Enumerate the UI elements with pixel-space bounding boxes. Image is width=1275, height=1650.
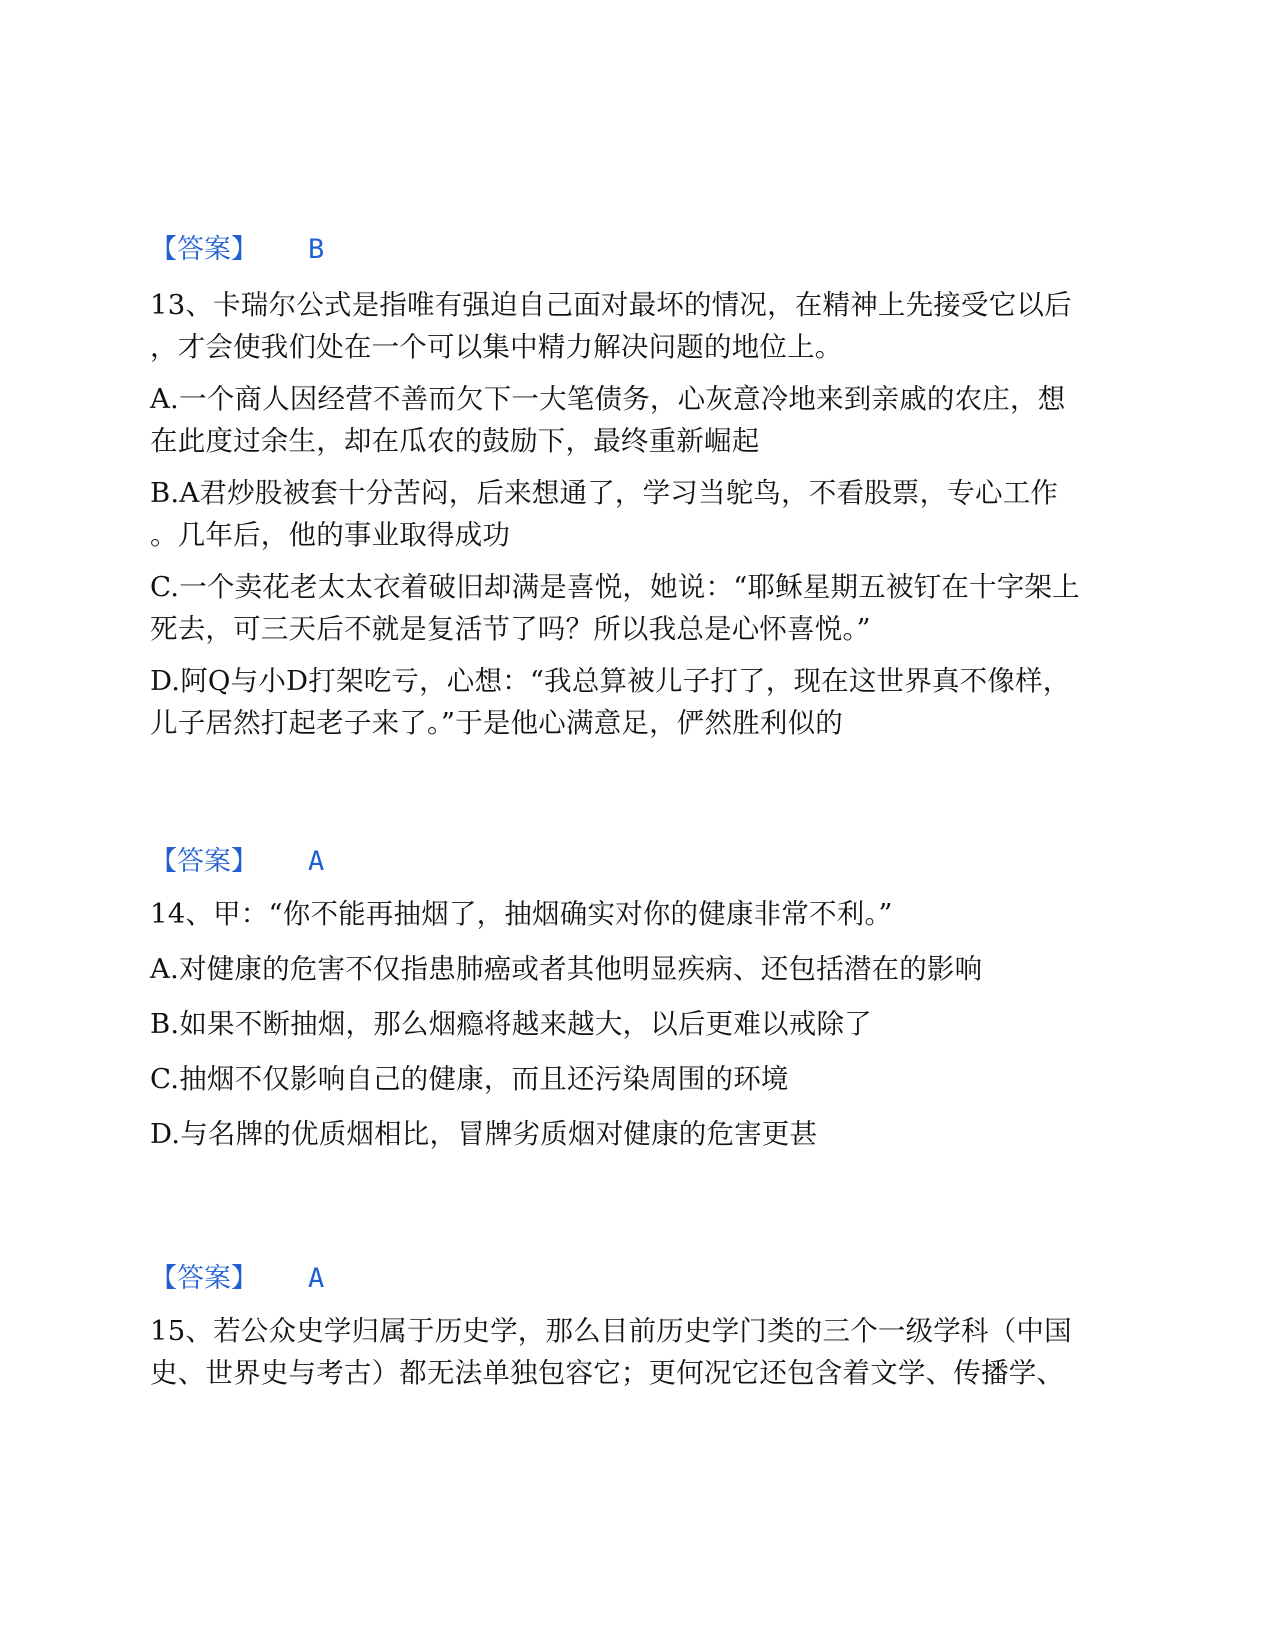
question-15-stem-line-1: 15、若公众史学归属于历史学，那么目前历史学门类的三个一级学科（中国 xyxy=(150,1315,1072,1347)
question-13-option-a xyxy=(150,378,1135,462)
question-14-stem: 14、甲：“你不能再抽烟了，抽烟确实对你的健康非常不利。” xyxy=(150,898,893,930)
question-14-option-a xyxy=(150,948,1135,990)
question-14 xyxy=(150,893,1135,935)
question-14-option-d xyxy=(150,1113,1135,1155)
option-c-text: C.抽烟不仅影响自己的健康，而且还污染周围的环境 xyxy=(150,1063,789,1095)
option-a-line-2: 在此度过余生，却在瓜农的鼓励下，最终重新崛起 xyxy=(150,425,760,457)
question-14-option-b xyxy=(150,1003,1135,1045)
answer-line xyxy=(150,233,324,267)
answer-line xyxy=(150,1262,324,1296)
question-15-stem-line-2: 史、世界史与考古）都无法单独包容它；更何况它还包含着文学、传播学、 xyxy=(150,1357,1065,1389)
answer-label: 【答案】 xyxy=(150,1263,258,1294)
answer-value: A xyxy=(308,846,325,877)
question-13-stem-line-1: 13、卡瑞尔公式是指唯有强迫自己面对最坏的情况，在精神上先接受它以后 xyxy=(150,289,1072,321)
option-b-line-1: B.A君炒股被套十分苦闷，后来想通了，学习当鸵鸟，不看股票，专心工作 xyxy=(150,477,1059,509)
option-d-text: D.与名牌的优质烟相比，冒牌劣质烟对健康的危害更甚 xyxy=(150,1118,818,1150)
question-13 xyxy=(150,284,1135,368)
question-13-stem-line-2: ，才会使我们处在一个可以集中精力解决问题的地位上。 xyxy=(150,331,843,363)
question-13-option-d xyxy=(150,660,1135,744)
question-14-option-c xyxy=(150,1058,1135,1100)
answer-value: A xyxy=(308,1263,325,1294)
question-13-option-b xyxy=(150,472,1135,556)
option-b-line-2: 。几年后，他的事业取得成功 xyxy=(150,519,511,551)
option-b-text: B.如果不断抽烟，那么烟瘾将越来越大，以后更难以戒除了 xyxy=(150,1008,872,1040)
question-13-option-c xyxy=(150,566,1135,650)
option-d-line-2: 儿子居然打起老子来了。”于是他心满意足，俨然胜利似的 xyxy=(150,707,844,739)
answer-label: 【答案】 xyxy=(150,234,258,265)
answer-label: 【答案】 xyxy=(150,846,258,877)
option-a-line-1: A.一个商人因经营不善而欠下一大笔债务，心灰意冷地来到亲戚的农庄，想 xyxy=(150,383,1066,415)
option-d-line-1: D.阿Q与小D打架吃亏，心想：“我总算被儿子打了，现在这世界真不像样， xyxy=(150,665,1071,697)
option-c-line-2: 死去，可三天后不就是复活节了吗？所以我总是心怀喜悦。” xyxy=(150,613,871,645)
question-15 xyxy=(150,1310,1135,1394)
option-c-line-1: C.一个卖花老太太衣着破旧却满是喜悦，她说：“耶稣星期五被钉在十字架上 xyxy=(150,571,1080,603)
option-a-text: A.对健康的危害不仅指患肺癌或者其他明显疾病、还包括潜在的影响 xyxy=(150,953,983,985)
answer-value: B xyxy=(308,234,325,265)
answer-line xyxy=(150,845,324,879)
